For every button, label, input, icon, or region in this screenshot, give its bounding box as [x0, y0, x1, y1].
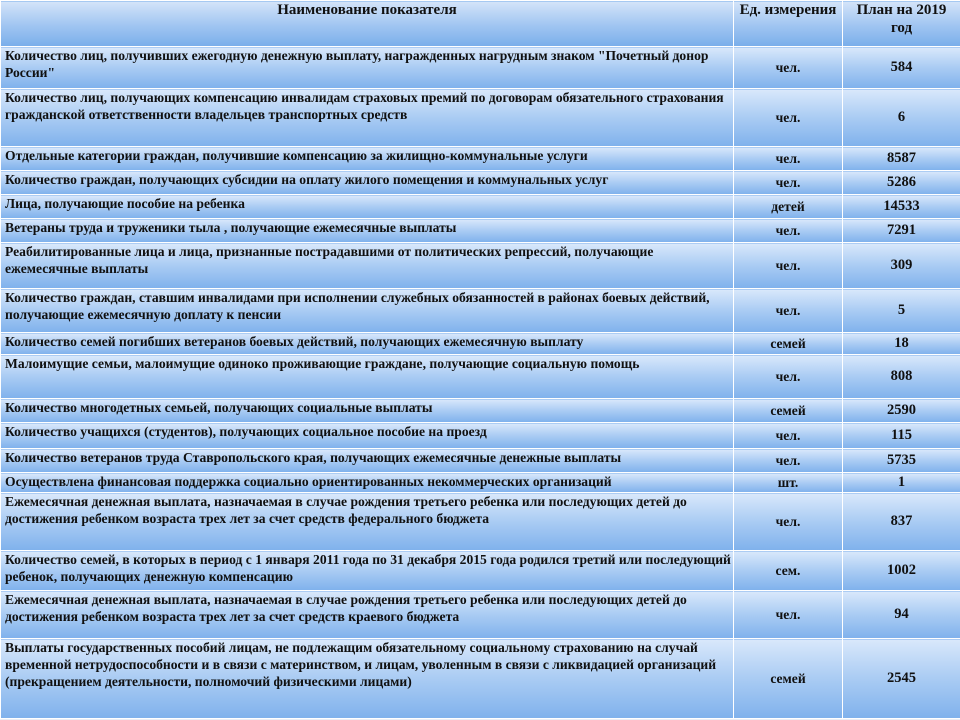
- row-unit: чел.: [734, 147, 843, 171]
- row-unit: сем.: [734, 551, 843, 591]
- table-row: [1, 171, 960, 195]
- table-header-row: [1, 1, 960, 47]
- row-name: Лица, получающие пособие на ребенка: [1, 195, 734, 219]
- row-unit: чел.: [734, 47, 843, 89]
- row-unit: семей: [734, 639, 843, 719]
- table-row: [1, 355, 960, 399]
- row-name: Количество ветеранов труда Ставропольского края, получающих ежемесячные денежные выплаты: [1, 449, 734, 473]
- table-row: [1, 47, 960, 89]
- row-name: Реабилитированные лица и лица, признанные пострадавшими от политических репрессий, получающие ежемесячные выплаты: [1, 243, 734, 289]
- row-unit: чел.: [734, 423, 843, 449]
- row-unit: чел.: [734, 355, 843, 399]
- row-name: Количество граждан, получающих субсидии на оплату жилого помещения и коммунальных услуг: [1, 171, 734, 195]
- row-name: Количество лиц, получивших ежегодную денежную выплату, награжденных нагрудным знаком "Почетный донор России": [1, 47, 734, 89]
- row-plan: 1002: [843, 551, 960, 591]
- row-unit: семей: [734, 333, 843, 355]
- table-row: [1, 147, 960, 171]
- row-plan: 8587: [843, 147, 960, 171]
- row-name: Ежемесячная денежная выплата, назначаемая в случае рождения третьего ребенка или последующих детей до достижения ребенком возраста трех лет за счет средств федерального бюджета: [1, 493, 734, 551]
- row-name: Ежемесячная денежная выплата, назначаемая в случае рождения третьего ребенка или последующих детей до достижения ребенком возраста трех лет за счет средств краевого бюджета: [1, 591, 734, 639]
- row-plan: 1: [843, 473, 960, 493]
- row-unit: семей: [734, 399, 843, 423]
- row-name: Малоимущие семьи, малоимущие одиноко проживающие граждане, получающие социальную помощь: [1, 355, 734, 399]
- table-row: [1, 591, 960, 639]
- table-row: [1, 289, 960, 333]
- table-row: [1, 243, 960, 289]
- table-row: [1, 195, 960, 219]
- row-name: Количество семей, в которых в период с 1 января 2011 года по 31 декабря 2015 года родился третий или последующий ребенок, получающих денежную компенсацию: [1, 551, 734, 591]
- row-plan: 2590: [843, 399, 960, 423]
- row-unit: чел.: [734, 449, 843, 473]
- row-plan: 5286: [843, 171, 960, 195]
- table-row: [1, 399, 960, 423]
- table-row: [1, 333, 960, 355]
- table-row: [1, 89, 960, 147]
- row-plan: 5: [843, 289, 960, 333]
- header-plan: План на 2019 год: [843, 1, 960, 47]
- row-unit: шт.: [734, 473, 843, 493]
- row-name: Количество лиц, получающих компенсацию инвалидам страховых премий по договорам обязательного страхования гражданской ответственности владельцев транспортных средств: [1, 89, 734, 147]
- header-unit: Ед. измерения: [734, 1, 843, 47]
- table-row: [1, 551, 960, 591]
- row-unit: чел.: [734, 591, 843, 639]
- header-name: Наименование показателя: [1, 1, 734, 47]
- row-plan: 18: [843, 333, 960, 355]
- row-plan: 584: [843, 47, 960, 89]
- row-name: Осуществлена финансовая поддержка социально ориентированных некоммерческих организаций: [1, 473, 734, 493]
- row-name: Количество семей погибших ветеранов боевых действий, получающих ежемесячную выплату: [1, 333, 734, 355]
- row-unit: чел.: [734, 219, 843, 243]
- row-plan: 2545: [843, 639, 960, 719]
- table-row: [1, 423, 960, 449]
- row-name: Выплаты государственных пособий лицам, не подлежащим обязательному социальному страхованию на случай временной нетрудоспособности и в связи с материнством, и лицам, уволенным в связи с ликвидацией организаций (прекращением деятельности, полномочий физическими лицами): [1, 639, 734, 719]
- row-plan: 5735: [843, 449, 960, 473]
- table-row: [1, 639, 960, 719]
- row-unit: чел.: [734, 289, 843, 333]
- row-plan: 94: [843, 591, 960, 639]
- table-row: [1, 219, 960, 243]
- row-plan: 14533: [843, 195, 960, 219]
- row-unit: детей: [734, 195, 843, 219]
- row-plan: 309: [843, 243, 960, 289]
- row-unit: чел.: [734, 171, 843, 195]
- row-unit: чел.: [734, 243, 843, 289]
- table-row: [1, 449, 960, 473]
- row-plan: 837: [843, 493, 960, 551]
- row-plan: 808: [843, 355, 960, 399]
- row-unit: чел.: [734, 493, 843, 551]
- table-row: [1, 493, 960, 551]
- row-plan: 7291: [843, 219, 960, 243]
- row-name: Количество многодетных семьей, получающих социальные выплаты: [1, 399, 734, 423]
- row-plan: 115: [843, 423, 960, 449]
- row-plan: 6: [843, 89, 960, 147]
- row-unit: чел.: [734, 89, 843, 147]
- table-row: [1, 473, 960, 493]
- row-name: Ветераны труда и труженики тыла , получающие ежемесячные выплаты: [1, 219, 734, 243]
- row-name: Отдельные категории граждан, получившие компенсацию за жилищно-коммунальные услуги: [1, 147, 734, 171]
- row-name: Количество граждан, ставшим инвалидами при исполнении служебных обязанностей в районах боевых действий, получающие ежемесячную доплату к пенсии: [1, 289, 734, 333]
- row-name: Количество учащихся (студентов), получающих социальное пособие на проезд: [1, 423, 734, 449]
